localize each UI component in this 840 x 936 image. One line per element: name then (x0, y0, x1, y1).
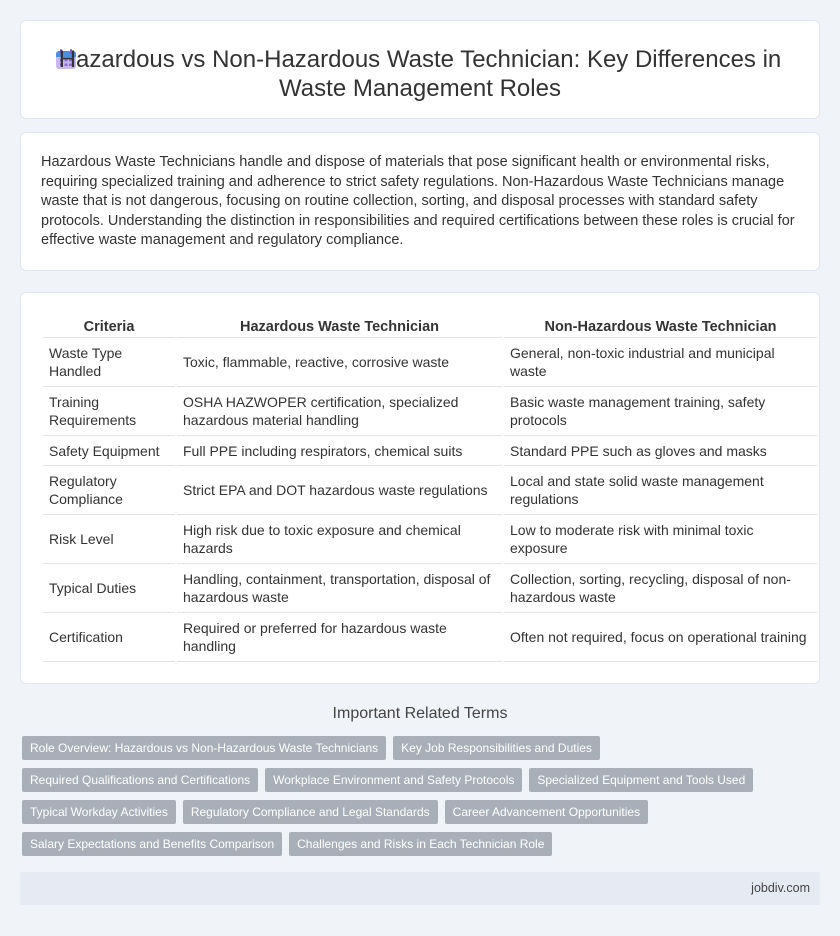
related-tag[interactable]: Key Job Responsibilities and Duties (393, 736, 600, 760)
related-terms-title: Important Related Terms (332, 705, 508, 722)
related-tag[interactable]: Role Overview: Hazardous vs Non-Hazardous Waste Technicians (22, 736, 386, 760)
table-row (43, 515, 817, 564)
header-card (20, 20, 820, 119)
related-tag[interactable]: Challenges and Risks in Each Technician Role (289, 832, 552, 856)
non-hazardous-cell: Local and state solid waste management regulations (504, 466, 817, 515)
criteria-cell: Safety Equipment (43, 436, 175, 466)
non-hazardous-cell: Often not required, focus on operational training (504, 613, 817, 662)
non-hazardous-cell: Collection, sorting, recycling, disposal of non-hazardous waste (504, 564, 817, 613)
table-header-row (43, 314, 817, 338)
table-row (43, 436, 817, 466)
related-tag[interactable]: Career Advancement Opportunities (445, 800, 648, 824)
table-row (43, 387, 817, 436)
header-non-hazardous: Non-Hazardous Waste Technician (504, 314, 817, 338)
header-hazardous: Hazardous Waste Technician (177, 314, 502, 338)
hazardous-cell: High risk due to toxic exposure and chemical hazards (177, 515, 502, 564)
header-criteria: Criteria (43, 314, 175, 338)
hazardous-cell: Required or preferred for hazardous waste handling (177, 613, 502, 662)
criteria-cell: Waste Type Handled (43, 338, 175, 387)
related-tag[interactable]: Required Qualifications and Certifications (22, 768, 258, 792)
related-tag[interactable]: Workplace Environment and Safety Protocols (265, 768, 522, 792)
hazardous-cell: Full PPE including respirators, chemical suits (177, 436, 502, 466)
related-tag[interactable]: Typical Workday Activities (22, 800, 176, 824)
page-title: Hazardous vs Non-Hazardous Waste Technician: Key Differences in Waste Management Roles (58, 46, 782, 102)
criteria-cell: Certification (43, 613, 175, 662)
comparison-table (41, 314, 819, 662)
table-row (43, 466, 817, 515)
criteria-cell: Typical Duties (43, 564, 175, 613)
intro-paragraph: Hazardous Waste Technicians handle and dispose of materials that pose significant health or environmental risks, requiring specialized training and adherence to strict safety regulations. Non-Hazardous Waste Technicians manage waste that is not dangerous, focusing on routine collection, sorting, and disposal processes with standard safety protocols. Understanding the distinction in responsibilities and required certifications between these roles is crucial for effective waste management and regulatory compliance. (41, 154, 795, 248)
footer-site-link[interactable]: jobdiv.com (751, 881, 810, 895)
related-tag[interactable]: Regulatory Compliance and Legal Standards (183, 800, 438, 824)
hazardous-cell: Toxic, flammable, reactive, corrosive waste (177, 338, 502, 387)
hazardous-cell: OSHA HAZWOPER certification, specialized hazardous material handling (177, 387, 502, 436)
non-hazardous-cell: Standard PPE such as gloves and masks (504, 436, 817, 466)
table-row (43, 613, 817, 662)
related-tag[interactable]: Salary Expectations and Benefits Comparison (22, 832, 282, 856)
criteria-cell: Training Requirements (43, 387, 175, 436)
criteria-cell: Risk Level (43, 515, 175, 564)
related-tag[interactable]: Specialized Equipment and Tools Used (529, 768, 753, 792)
hazardous-cell: Handling, containment, transportation, disposal of hazardous waste (177, 564, 502, 613)
footer (20, 872, 820, 905)
non-hazardous-cell: General, non-toxic industrial and municipal waste (504, 338, 817, 387)
comparison-table-card (20, 292, 820, 684)
non-hazardous-cell: Low to moderate risk with minimal toxic exposure (504, 515, 817, 564)
non-hazardous-cell: Basic waste management training, safety protocols (504, 387, 817, 436)
hazardous-cell: Strict EPA and DOT hazardous waste regulations (177, 466, 502, 515)
related-terms-tags (22, 736, 812, 856)
table-row (43, 338, 817, 387)
criteria-cell: Regulatory Compliance (43, 466, 175, 515)
table-row (43, 564, 817, 613)
intro-card (20, 132, 820, 271)
